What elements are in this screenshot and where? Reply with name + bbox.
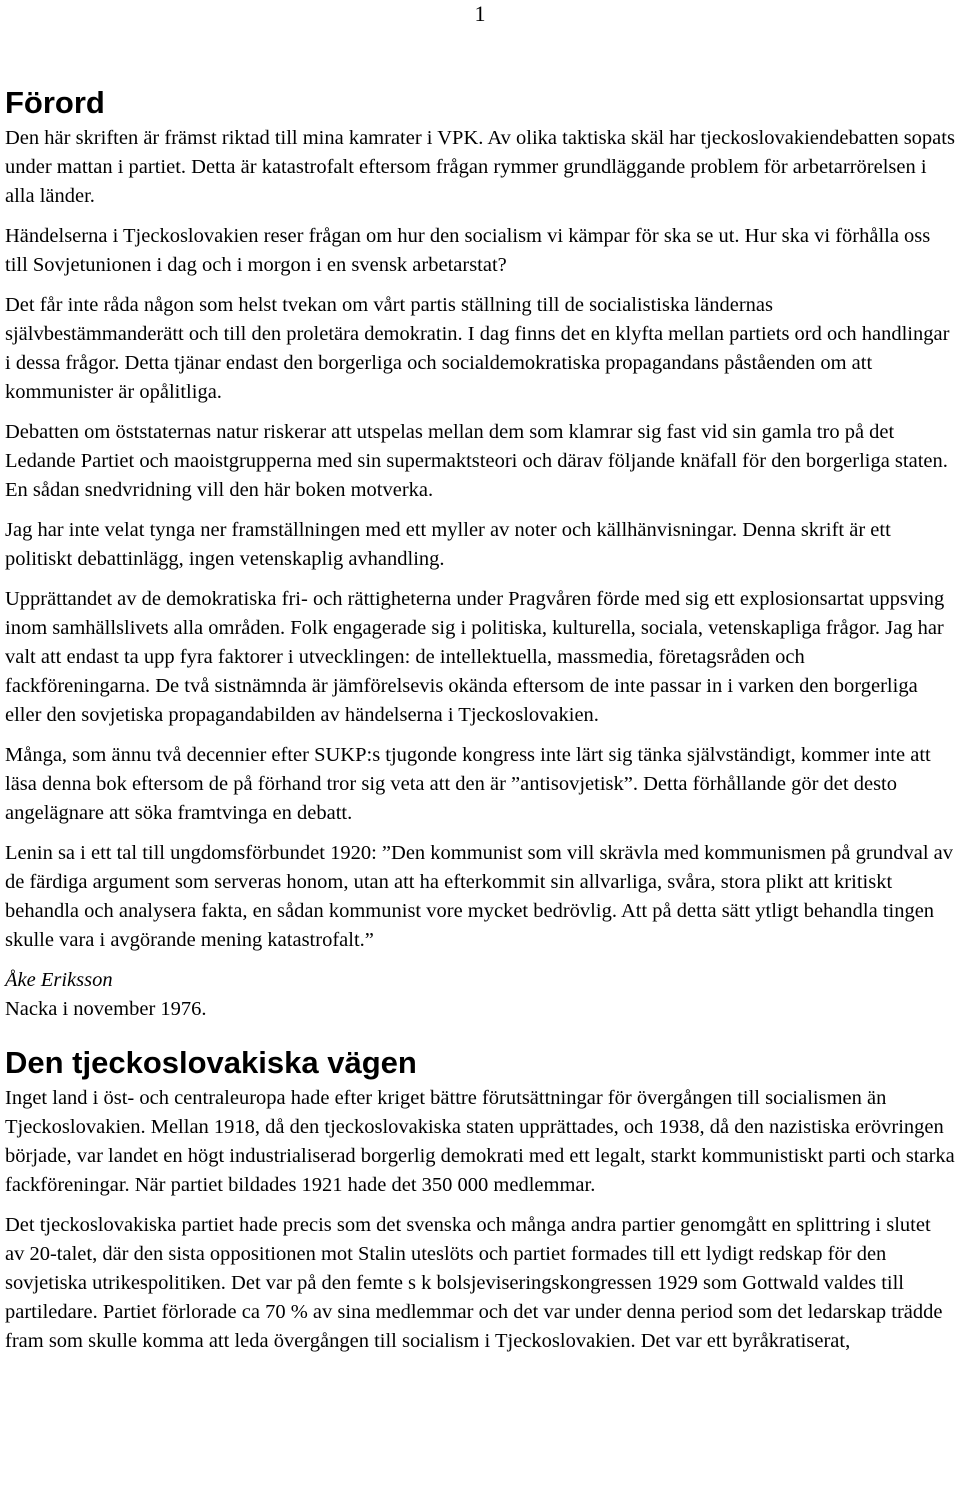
paragraph: Debatten om öststaternas natur riskerar att utspelas mellan dem som klamrar sig fast vid sin gamla tro på det Ledande Partiet och maoistgrupperna med sin supermaktsteori och därav följande knäfall för den borgerliga staten. En sådan snedvridning vill den här boken motverka. (5, 421, 948, 501)
paragraph: Händelserna i Tjeckoslovakien reser frågan om hur den socialism vi kämpar för ska se ut. Hur ska vi förhålla oss till Sovjetunionen i dag och i morgon i en svensk arbetarstat? (5, 225, 931, 276)
paragraph: Den här skriften är främst riktad till mina kamrater i VPK. Av olika taktiska skäl har tjeckoslovakiendebatten sopats under mattan i partiet. Detta är katastrofalt eftersom frågan rymmer grundläggande problem för arbetarrörelsen i alla länder. (5, 127, 955, 207)
paragraph: Upprättandet av de demokratiska fri- och rättigheterna under Pragvåren förde med sig ett explosionsartat uppsving inom samhällslivets alla områden. Folk engagerade sig i politiska, kulturella, sociala, vetenskapliga frågor. Jag har valt att endast ta upp fyra faktorer i utvecklingen: de intellektuella, massmedia, företagsråden och fackföreningarna. De två sistnämnda är jämförelsevis okända eftersom de inte passar in i varken den borgerliga eller den sovjetiska propagandabilden av händelserna i Tjeckoslovakien. (5, 588, 945, 726)
paragraph: Det tjeckoslovakiska partiet hade precis som det svenska och många andra partier genomgått en splittring i slutet av 20-talet, där den sista oppositionen mot Stalin uteslöts och partiet formades till ett lydigt redskap för den sovjetiska utrikespolitiken. Det var på den femte s k bolsjeviseringskongressen 1929 som Gottwald valdes till partiledare. Partiet förlorade ca 70 % av sina medlemmar och det var under denna period som det ledarskap trädde fram som skulle komma att leda övergången till socialism i Tjeckoslovakien. Det var ett byråkratiserat, (5, 1214, 943, 1352)
paragraph: Många, som ännu två decennier efter SUKP:s tjugonde kongress inte lärt sig tänka självständigt, kommer inte att läsa denna bok eftersom de på förhand tror sig veta att den är ”antisovjetisk”. Detta förhållande gör det desto angelägnare att söka framtvinga en debatt. (5, 744, 931, 824)
paragraph: Det får inte råda någon som helst tvekan om vårt partis ställning till de socialistiska ländernas självbestämmanderätt och till den proletära demokratin. I dag finns det en klyfta mellan partiets ord och handlingar i dessa frågor. Detta tjänar endast den borgerliga och socialdemokratiska propagandans påståenden om att kommunister är opålitliga. (5, 294, 950, 403)
paragraph: Inget land i öst- och centraleuropa hade efter kriget bättre förutsättningar för övergången till socialismen än Tjeckoslovakien. Mellan 1918, då den tjeckoslovakiska staten upprättades, och 1938, då den nazistiska erövringen började, var landet en högt industrialiserad borgerlig demokrati med ett legalt, starkt kommunistiskt parti och starka fackföreningar. När partiet bildades 1921 hade det 350 000 medlemmar. (5, 1087, 955, 1196)
section-heading: Förord (5, 85, 105, 120)
section-heading: Den tjeckoslovakiska vägen (5, 1045, 417, 1080)
place-date: Nacka i november 1976. (5, 998, 207, 1020)
paragraph: Lenin sa i ett tal till ungdomsförbundet 1920: ”Den kommunist som vill skrävla med kommunismen på grundval av de färdiga argument som serveras honom, utan att ha efterkommit sin allvarliga, svåra, stora plikt att kritiskt behandla och analysera fakta, en sådan kommunist vore mycket bedrövlig. Att på detta sätt ytligt behandla tingen skulle vara i avgörande mening katastrofalt.” (5, 842, 953, 951)
page-number: 1 (474, 1, 486, 26)
section-preface (5, 84, 955, 1024)
document-body (5, 84, 955, 1367)
author-name: Åke Eriksson (5, 969, 113, 991)
paragraph: Jag har inte velat tynga ner framställningen med ett myller av noter och källhänvisningar. Denna skrift är ett politiskt debattinlägg, ingen vetenskaplig avhandling. (5, 519, 891, 570)
signature-block (5, 966, 955, 1024)
section-czechoslovak-road (5, 1044, 955, 1356)
